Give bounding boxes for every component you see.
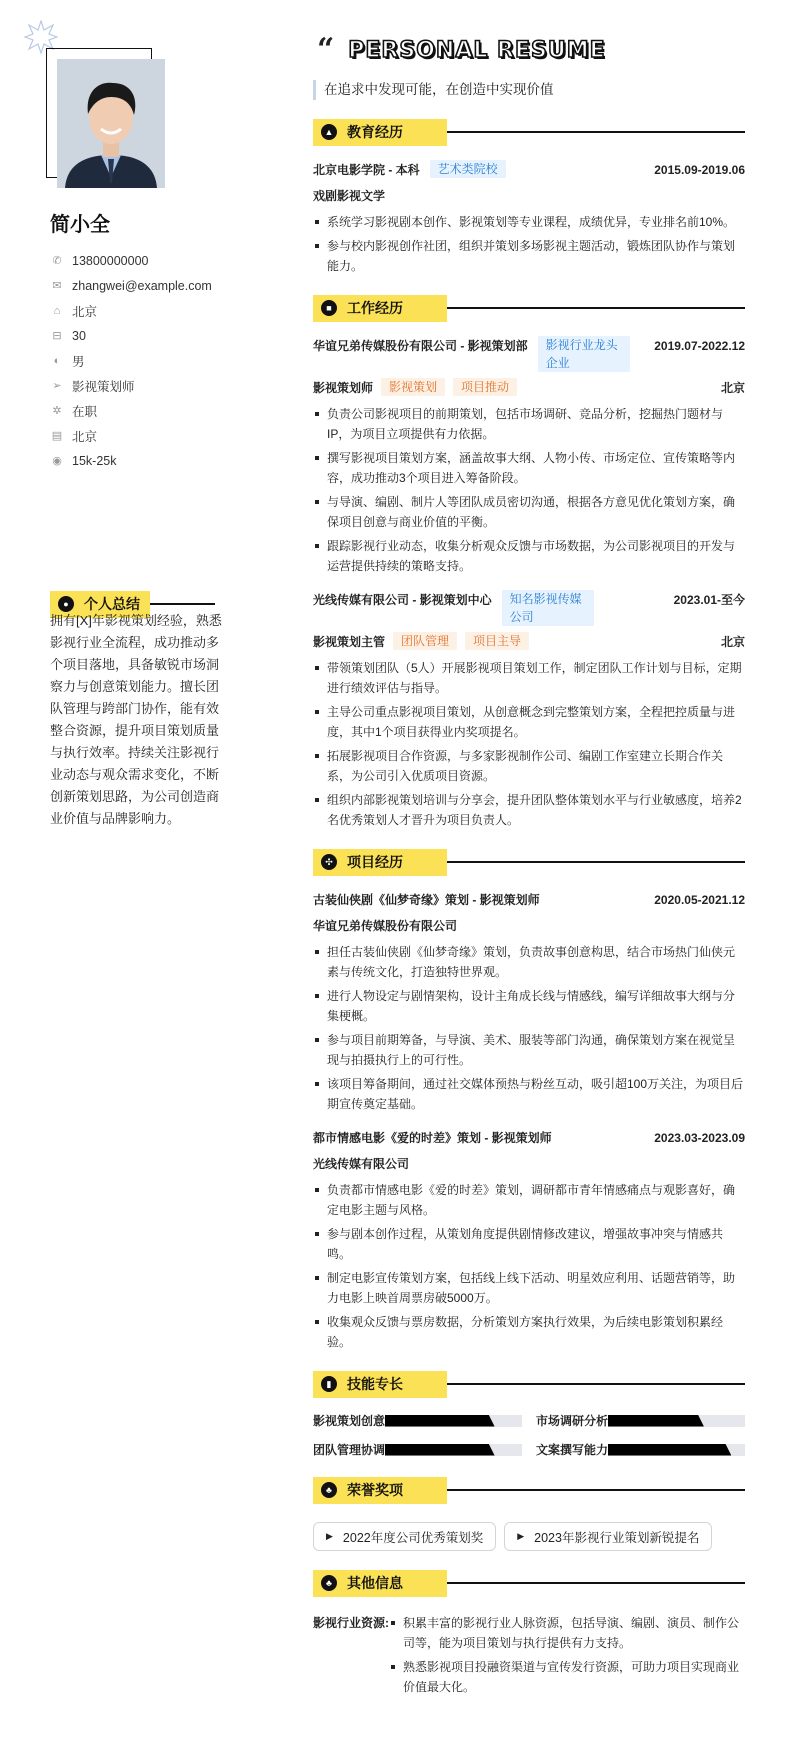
contact-item bbox=[50, 448, 212, 473]
other-info-key: 影视行业资源: bbox=[313, 1616, 389, 1630]
 bbox=[313, 590, 594, 626]
role-tag: 影视策划 bbox=[381, 378, 445, 396]
date-range: 2023.03-2023.09 bbox=[654, 1131, 745, 1145]
skill-bar bbox=[385, 1444, 522, 1456]
phone-icon: ✆ bbox=[52, 255, 62, 267]
play-triangle-icon: ▶ bbox=[517, 1531, 525, 1541]
skill-bar bbox=[608, 1444, 745, 1456]
section-title: 项目经历 bbox=[347, 854, 403, 870]
role-title: 影视策划主管 bbox=[313, 635, 386, 649]
salary-icon: ◉ bbox=[52, 455, 62, 467]
award-chip[interactable] bbox=[504, 1522, 712, 1551]
skill-item bbox=[313, 1441, 522, 1458]
bullet-item: 参与项目前期筹备，与导演、美术、服装等部门沟通，确保策划方案在视觉呈现与拍摄执行上的可行性。 bbox=[313, 1030, 745, 1070]
contact-value: 北京 bbox=[72, 304, 98, 319]
section-title: 其他信息 bbox=[347, 1575, 403, 1591]
skills-section-header bbox=[313, 1370, 745, 1398]
projects-section-header bbox=[313, 848, 745, 876]
title-text: PERSONAL RESUME bbox=[348, 37, 606, 63]
skill-name: 团队管理协调 bbox=[313, 1443, 386, 1457]
contact-value: zhangwei@example.com bbox=[72, 278, 212, 293]
education-section-header bbox=[313, 118, 745, 146]
send-icon: ➢ bbox=[52, 380, 62, 392]
main-content bbox=[313, 28, 745, 1701]
person-icon: ● bbox=[58, 596, 74, 612]
bar-chart-icon: ▮ bbox=[321, 1376, 337, 1392]
skills-grid bbox=[313, 1412, 745, 1458]
project-entry bbox=[313, 1128, 745, 1352]
summary-text: 拥有[X]年影视策划经验，熟悉影视行业全流程，成功推动多个项目落地，具备敏锐市场洞察力与创意策划能力。擅长团队管理与跨部门协作，能有效整合资源，提升项目策划质量与执行效率。持续关注影视行业动态与观众需求变化，不断创新策划思路，为公司创造商业价值与品牌影响力。 bbox=[50, 613, 222, 826]
contact-value: 北京 bbox=[72, 429, 98, 444]
education-entry bbox=[313, 160, 745, 276]
section-divider bbox=[447, 1582, 745, 1584]
bullet-item: 参与剧本创作过程，从策划角度提供剧情修改建议，增强故事冲突与情感共鸣。 bbox=[313, 1224, 745, 1264]
bullet-item: 组织内部影视策划培训与分享会，提升团队整体策划水平与行业敏感度，培养2名优秀策划人才晋升为项目负责人。 bbox=[313, 790, 745, 830]
skill-name: 市场调研分析 bbox=[536, 1414, 609, 1428]
school-tag: 艺术类院校 bbox=[430, 160, 506, 178]
entry-header bbox=[313, 1128, 745, 1148]
work-section-header bbox=[313, 294, 745, 322]
bullet-item: 制定电影宣传策划方案，包括线上线下活动、明星效应利用、话题营销等，助力电影上映首周票房破5000万。 bbox=[313, 1268, 745, 1308]
resume-title bbox=[313, 28, 745, 72]
bullet-item: 积累丰富的影视行业人脉资源，包括导演、编剧、演员、制作公司等，能为项目策划与执行提供有力支持。 bbox=[389, 1613, 745, 1653]
other-info-row bbox=[313, 1613, 745, 1701]
bullet-list bbox=[313, 1180, 745, 1352]
skill-bar-fill bbox=[608, 1444, 731, 1456]
skill-item bbox=[536, 1441, 745, 1458]
role-tag: 项目主导 bbox=[465, 632, 529, 650]
sidebar bbox=[0, 0, 270, 1753]
school-name: 北京电影学院 - 本科 bbox=[313, 163, 420, 177]
skill-bar bbox=[608, 1415, 745, 1427]
contact-item bbox=[50, 273, 212, 298]
candidate-name: 简小全 bbox=[50, 214, 110, 236]
contact-item bbox=[50, 323, 212, 348]
skill-item bbox=[313, 1412, 522, 1429]
bullet-item: 撰写影视项目策划方案，涵盖故事大纲、人物小传、市场定位、宣传策略等内容，成功推动3个项目进入筹备阶段。 bbox=[313, 448, 745, 488]
 bbox=[313, 378, 517, 398]
bullet-item: 负责都市情感电影《爱的时差》策划，调研都市青年情感痛点与观影喜好，确定电影主题与风格。 bbox=[313, 1180, 745, 1220]
section-title: 教育经历 bbox=[347, 124, 403, 140]
section-label bbox=[313, 1371, 447, 1398]
bullet-list bbox=[313, 212, 745, 276]
mail-icon: ✉ bbox=[52, 280, 62, 292]
skill-bar-fill bbox=[385, 1444, 495, 1456]
quote-icon: “ bbox=[317, 32, 335, 67]
award-label: 2023年影视行业策划新锐提名 bbox=[534, 1530, 700, 1545]
award-label: 2022年度公司优秀策划奖 bbox=[342, 1530, 484, 1545]
date-range: 2015.09-2019.06 bbox=[654, 163, 745, 177]
work-entry bbox=[313, 590, 745, 830]
role-tag: 项目推动 bbox=[453, 378, 517, 396]
skill-name: 文案撰写能力 bbox=[536, 1443, 609, 1457]
bullet-item: 熟悉影视项目投融资渠道与宣传发行资源，可助力项目实现商业价值最大化。 bbox=[389, 1657, 745, 1697]
subtitle: 在追求中发现可能，在创造中实现价值 bbox=[313, 80, 745, 100]
section-divider bbox=[447, 307, 745, 309]
skill-bar-fill bbox=[608, 1415, 704, 1427]
city: 北京 bbox=[720, 635, 745, 649]
cake-icon: ⊟ bbox=[52, 330, 62, 342]
entry-header bbox=[313, 890, 745, 910]
contact-item bbox=[50, 248, 212, 273]
role-row bbox=[313, 378, 745, 398]
bullet-item: 进行人物设定与剧情架构，设计主角成长线与情感线，编写详细故事大纲与分集梗概。 bbox=[313, 986, 745, 1026]
contact-value: 13800000000 bbox=[72, 253, 149, 268]
award-chip[interactable] bbox=[313, 1522, 496, 1551]
skill-bar bbox=[385, 1415, 522, 1427]
section-label bbox=[313, 119, 447, 146]
contact-value: 15k-25k bbox=[72, 453, 117, 468]
bullet-item: 拓展影视项目合作资源，与多家影视制作公司、编剧工作室建立长期合作关系，为公司引入优质项目资源。 bbox=[313, 746, 745, 786]
section-divider bbox=[447, 1489, 745, 1491]
awards-list bbox=[313, 1522, 745, 1551]
entry-header bbox=[313, 160, 745, 180]
gender-icon: ◐ bbox=[53, 354, 61, 367]
contact-value: 30 bbox=[72, 328, 86, 343]
play-triangle-icon: ▶ bbox=[326, 1531, 333, 1541]
section-title: 荣誉奖项 bbox=[347, 1482, 403, 1498]
company-tag: 知名影视传媒公司 bbox=[502, 590, 594, 626]
role-title: 影视策划师 bbox=[313, 381, 374, 395]
project-entry bbox=[313, 890, 745, 1114]
work-entry bbox=[313, 336, 745, 576]
contact-list bbox=[50, 248, 212, 473]
bullet-list bbox=[313, 658, 745, 830]
role-row bbox=[313, 632, 745, 652]
section-divider bbox=[447, 1383, 745, 1385]
section-title: 个人总结 bbox=[84, 596, 140, 612]
major: 戏剧影视文学 bbox=[313, 189, 386, 203]
bullet-item: 系统学习影视剧本创作、影视策划等专业课程，成绩优异，专业排名前10%。 bbox=[313, 212, 745, 232]
status-icon: ✲ bbox=[52, 405, 62, 417]
company-tag: 影视行业龙头企业 bbox=[538, 336, 630, 372]
section-label bbox=[313, 295, 447, 322]
contact-item bbox=[50, 348, 212, 373]
 bbox=[313, 336, 630, 372]
bullet-item: 收集观众反馈与票房数据，分析策划方案执行效果，为后续电影策划积累经验。 bbox=[313, 1312, 745, 1352]
project-company: 华谊兄弟传媒股份有限公司 bbox=[313, 919, 458, 933]
date-range: 2019.07-2022.12 bbox=[654, 339, 745, 353]
bullet-item: 主导公司重点影视项目策划，从创意概念到完整策划方案，全程把控质量与进度，其中1个项目获得业内奖项提名。 bbox=[313, 702, 745, 742]
briefcase-icon: ■ bbox=[321, 300, 337, 316]
skill-bar-fill bbox=[385, 1415, 495, 1427]
graduation-cap-icon: ▲ bbox=[321, 124, 337, 140]
bullet-item: 参与校内影视创作社团，组织并策划多场影视主题活动，锻炼团队协作与策划能力。 bbox=[313, 236, 745, 276]
contact-value: 男 bbox=[72, 354, 85, 369]
award-icon: ♣ bbox=[321, 1482, 337, 1498]
role-tag: 团队管理 bbox=[393, 632, 457, 650]
avatar-photo bbox=[57, 59, 165, 188]
contact-item bbox=[50, 398, 212, 423]
section-divider bbox=[447, 861, 745, 863]
project-name: 古装仙侠剧《仙梦奇缘》策划 - 影视策划师 bbox=[313, 893, 540, 907]
building-icon: ▤ bbox=[51, 430, 63, 442]
bullet-list bbox=[389, 1613, 745, 1701]
bullet-list bbox=[313, 942, 745, 1114]
info-icon: ♣ bbox=[321, 1575, 337, 1591]
contact-value: 影视策划师 bbox=[72, 379, 135, 394]
bullet-item: 与导演、编剧、制片人等团队成员密切沟通，根据各方意见优化策划方案，确保项目创意与商业价值的平衡。 bbox=[313, 492, 745, 532]
entry-header bbox=[313, 336, 745, 372]
contact-item bbox=[50, 373, 212, 398]
awards-section-header bbox=[313, 1476, 745, 1504]
contact-item bbox=[50, 423, 212, 448]
contact-item bbox=[50, 298, 212, 323]
section-title: 技能专长 bbox=[347, 1376, 403, 1392]
section-label bbox=[313, 1477, 447, 1504]
bullet-item: 跟踪影视行业动态，收集分析观众反馈与市场数据，为公司影视项目的开发与运营提供持续的策略支持。 bbox=[313, 536, 745, 576]
company-name: 华谊兄弟传媒股份有限公司 - 影视策划部 bbox=[313, 339, 528, 353]
home-icon: ⌂ bbox=[53, 304, 61, 317]
 bbox=[313, 160, 506, 180]
project-name: 都市情感电影《爱的时差》策划 - 影视策划师 bbox=[313, 1131, 552, 1145]
section-label bbox=[313, 1570, 447, 1597]
entry-header bbox=[313, 590, 745, 626]
section-title: 工作经历 bbox=[347, 300, 403, 316]
bullet-item: 带领策划团队（5人）开展影视项目策划工作，制定团队工作计划与目标，定期进行绩效评估与指导。 bbox=[313, 658, 745, 698]
section-divider bbox=[447, 131, 745, 133]
 bbox=[313, 632, 529, 652]
skill-name: 影视策划创意 bbox=[313, 1414, 386, 1428]
bullet-item: 负责公司影视项目的前期策划，包括市场调研、竞品分析，挖掘热门题材与IP，为项目立项提供有力依据。 bbox=[313, 404, 745, 444]
project-company: 光线传媒有限公司 bbox=[313, 1157, 410, 1171]
company-name: 光线传媒有限公司 - 影视策划中心 bbox=[313, 593, 492, 607]
date-range: 2020.05-2021.12 bbox=[654, 893, 745, 907]
bullet-item: 该项目筹备期间，通过社交媒体预热与粉丝互动，吸引超100万关注，为项目后期宣传奠定基础。 bbox=[313, 1074, 745, 1114]
bullet-list bbox=[313, 404, 745, 576]
other-section-header bbox=[313, 1569, 745, 1597]
skill-item bbox=[536, 1412, 745, 1429]
date-range: 2023.01-至今 bbox=[673, 593, 745, 607]
section-label bbox=[313, 849, 447, 876]
grid-icon: ✣ bbox=[321, 854, 337, 870]
city: 北京 bbox=[720, 381, 745, 395]
contact-value: 在职 bbox=[72, 404, 98, 419]
bullet-item: 担任古装仙侠剧《仙梦奇缘》策划，负责故事创意构思，结合市场热门仙侠元素与传统文化，打造独特世界观。 bbox=[313, 942, 745, 982]
